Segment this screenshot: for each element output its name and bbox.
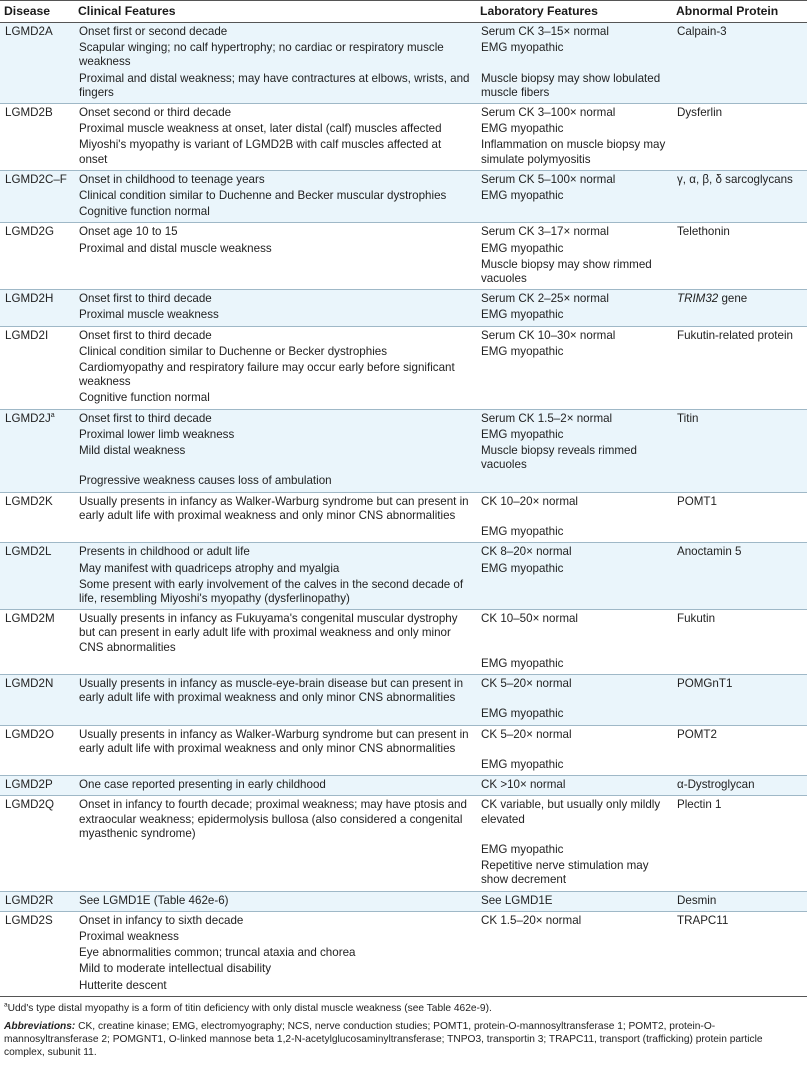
table-footnotes	[0, 996, 807, 1059]
protein-name: TRAPC11	[677, 913, 729, 927]
cell-laboratory-feature: See LGMD1E	[476, 891, 672, 911]
cell-laboratory-feature: Serum CK 10–30× normal	[476, 326, 672, 343]
cell-disease	[0, 23, 74, 104]
disease-group-lgmd2p	[0, 776, 807, 796]
protein-name: Fukutin-related protein	[677, 328, 793, 342]
footnote-a	[4, 1003, 803, 1016]
cell-laboratory-feature: Muscle biopsy reveals rimmed vacuoles	[476, 442, 672, 472]
table-row	[0, 776, 807, 796]
disease-group-lgmd2q	[0, 796, 807, 891]
disease-group-lgmd2i	[0, 326, 807, 409]
cell-laboratory-feature: CK 10–50× normal	[476, 610, 672, 655]
disease-group-lgmd2g	[0, 223, 807, 290]
cell-abnormal-protein	[672, 223, 807, 290]
cell-laboratory-feature: EMG myopathic	[476, 343, 672, 359]
protein-name: Desmin	[677, 893, 717, 907]
disease-name: LGMD2P	[5, 778, 53, 792]
cell-clinical-feature: Onset age 10 to 15	[74, 223, 476, 240]
disease-name: LGMD2A	[5, 25, 53, 38]
cell-abnormal-protein	[672, 911, 807, 996]
cell-disease	[0, 170, 74, 223]
disease-name: LGMD2K	[5, 494, 53, 508]
cell-disease	[0, 543, 74, 610]
cell-laboratory-feature	[476, 928, 672, 944]
cell-laboratory-feature: CK 8–20× normal	[476, 543, 672, 560]
cell-laboratory-feature: EMG myopathic	[476, 705, 672, 725]
disease-name: LGMD2B	[5, 106, 53, 120]
cell-laboratory-feature: EMG myopathic	[476, 187, 672, 203]
table-row	[0, 543, 807, 560]
protein-name: Titin	[677, 411, 699, 425]
cell-clinical-feature: Usually presents in infancy as Fukuyama's congenital muscular dystrophy but can present in early adult life with proximal weakness and only minor CNS abnormalities	[74, 610, 476, 655]
cell-laboratory-feature: EMG myopathic	[476, 240, 672, 256]
cell-laboratory-feature: Serum CK 3–100× normal	[476, 104, 672, 121]
cell-disease	[0, 796, 74, 891]
protein-name: Fukutin	[677, 612, 716, 626]
disease-name: LGMD2H	[5, 292, 54, 306]
cell-clinical-feature: Presents in childhood or adult life	[74, 543, 476, 560]
disease-name: LGMD2J	[5, 411, 51, 425]
cell-laboratory-feature: EMG myopathic	[476, 120, 672, 136]
cell-abnormal-protein	[672, 104, 807, 171]
header-clinical-features: Clinical Features	[74, 1, 476, 23]
cell-laboratory-feature: CK 10–20× normal	[476, 492, 672, 523]
cell-laboratory-feature	[476, 472, 672, 492]
cell-laboratory-feature	[476, 960, 672, 976]
cell-clinical-feature	[74, 857, 476, 891]
cell-clinical-feature	[74, 256, 476, 290]
protein-name: Anoctamin 5	[677, 545, 742, 559]
protein-name: POMT1	[677, 494, 717, 508]
cell-clinical-feature: Onset first or second decade	[74, 23, 476, 40]
cell-disease	[0, 492, 74, 543]
cell-clinical-feature: Clinical condition similar to Duchenne and Becker muscular dystrophies	[74, 187, 476, 203]
disease-group-lgmd2b	[0, 104, 807, 171]
cell-disease	[0, 409, 74, 492]
cell-laboratory-feature: Repetitive nerve stimulation may show decrement	[476, 857, 672, 891]
disease-group-lgmd2r	[0, 891, 807, 911]
cell-clinical-feature	[74, 705, 476, 725]
cell-laboratory-feature: Serum CK 3–17× normal	[476, 223, 672, 240]
cell-abnormal-protein	[672, 170, 807, 223]
table-row	[0, 911, 807, 928]
abbreviations-note	[4, 1021, 803, 1059]
cell-disease	[0, 725, 74, 776]
cell-abnormal-protein	[672, 610, 807, 675]
cell-laboratory-feature: Serum CK 3–15× normal	[476, 23, 672, 40]
cell-laboratory-feature: EMG myopathic	[476, 39, 672, 69]
cell-laboratory-feature	[476, 977, 672, 996]
cell-clinical-feature: Scapular winging; no calf hypertrophy; no cardiac or respiratory muscle weakness	[74, 39, 476, 69]
disease-group-lgmd2c–f	[0, 170, 807, 223]
protein-name: α-Dystroglycan	[677, 778, 755, 792]
cell-disease	[0, 104, 74, 171]
cell-clinical-feature: Onset first to third decade	[74, 326, 476, 343]
cell-clinical-feature	[74, 523, 476, 543]
cell-laboratory-feature	[476, 359, 672, 389]
cell-disease	[0, 891, 74, 911]
disease-name: LGMD2G	[5, 225, 54, 239]
cell-abnormal-protein	[672, 492, 807, 543]
cell-laboratory-feature: CK variable, but usually only mildly elevated	[476, 796, 672, 841]
cell-clinical-feature: Cognitive function normal	[74, 389, 476, 409]
disease-name: LGMD2O	[5, 727, 54, 741]
header-abnormal-protein: Abnormal Protein	[672, 1, 807, 23]
cell-disease	[0, 610, 74, 675]
cell-disease	[0, 290, 74, 326]
cell-abnormal-protein	[672, 776, 807, 796]
cell-clinical-feature: May manifest with quadriceps atrophy and myalgia	[74, 560, 476, 576]
table-row	[0, 290, 807, 307]
cell-laboratory-feature: Serum CK 5–100× normal	[476, 170, 672, 187]
cell-abnormal-protein	[672, 891, 807, 911]
cell-clinical-feature: Mild to moderate intellectual disability	[74, 960, 476, 976]
disease-name: LGMD2S	[5, 913, 53, 927]
cell-laboratory-feature	[476, 203, 672, 223]
table-row	[0, 725, 807, 756]
table-row	[0, 409, 807, 426]
cell-laboratory-feature: Inflammation on muscle biopsy may simulate polymyositis	[476, 136, 672, 170]
disease-group-lgmd2a	[0, 23, 807, 104]
cell-disease	[0, 326, 74, 409]
table-row	[0, 170, 807, 187]
cell-abnormal-protein	[672, 725, 807, 776]
cell-clinical-feature: Miyoshi's myopathy is variant of LGMD2B with calf muscles affected at onset	[74, 136, 476, 170]
cell-laboratory-feature: EMG myopathic	[476, 426, 672, 442]
cell-laboratory-feature	[476, 389, 672, 409]
abbreviations-label: Abbreviations:	[4, 1021, 76, 1033]
cell-disease	[0, 223, 74, 290]
cell-clinical-feature: Usually presents in infancy as Walker-Warburg syndrome but can present in early adult life with proximal weakness and only minor CNS abnormalities	[74, 492, 476, 523]
table-row	[0, 796, 807, 841]
protein-name: Dysferlin	[677, 106, 723, 120]
abbreviations-text: CK, creatine kinase; EMG, electromyography; NCS, nerve conduction studies; POMT1, protein-O-mannosyltransferase 1; POMT2, protein-O-mannosyltransferase 2; POMGNT1, O-linked mannose beta 1,2-N-acetylglucosaminyltransferase; TNPO3, transportin 3; TRAPC11, transport (trafficking) protein particle complex, subunit 11.	[4, 1021, 763, 1058]
cell-abnormal-protein	[672, 23, 807, 104]
cell-laboratory-feature: EMG myopathic	[476, 306, 672, 326]
cell-clinical-feature: See LGMD1E (Table 462e-6)	[74, 891, 476, 911]
cell-clinical-feature	[74, 841, 476, 857]
cell-laboratory-feature: CK 1.5–20× normal	[476, 911, 672, 928]
cell-abnormal-protein	[672, 796, 807, 891]
header-laboratory-features: Laboratory Features	[476, 1, 672, 23]
disease-group-lgmd2l	[0, 543, 807, 610]
protein-name: POMGnT1	[677, 676, 733, 690]
protein-name: γ, α, β, δ sarcoglycans	[677, 172, 793, 186]
cell-clinical-feature: Onset in infancy to fourth decade; proximal weakness; may have ptosis and extraocular weakness; epidermolysis bullosa (also considered a congenital myasthenic syndrome)	[74, 796, 476, 841]
cell-laboratory-feature: CK 5–20× normal	[476, 725, 672, 756]
cell-laboratory-feature: Muscle biopsy may show lobulated muscle fibers	[476, 70, 672, 104]
disease-group-lgmd2s	[0, 911, 807, 996]
protein-name: POMT2	[677, 727, 717, 741]
cell-abnormal-protein	[672, 290, 807, 326]
cell-clinical-feature: Onset second or third decade	[74, 104, 476, 121]
table-row	[0, 23, 807, 40]
footnote-text: Udd's type distal myopathy is a form of titin deficiency with only distal muscle weakness (see Table 462e-9).	[7, 1002, 492, 1014]
table-row	[0, 492, 807, 523]
disease-group-lgmd2m	[0, 610, 807, 675]
disease-name: LGMD2M	[5, 612, 55, 626]
protein-name: Calpain-3	[677, 25, 727, 38]
cell-clinical-feature: Progressive weakness causes loss of ambulation	[74, 472, 476, 492]
disease-group-lgmd2n	[0, 674, 807, 725]
cell-clinical-feature: Hutterite descent	[74, 977, 476, 996]
disease-name: LGMD2L	[5, 545, 52, 559]
cell-clinical-feature: Cognitive function normal	[74, 203, 476, 223]
cell-clinical-feature: Eye abnormalities common; truncal ataxia and chorea	[74, 944, 476, 960]
cell-clinical-feature: Proximal muscle weakness at onset, later distal (calf) muscles affected	[74, 120, 476, 136]
table-row	[0, 891, 807, 911]
cell-disease	[0, 911, 74, 996]
protein-name: Telethonin	[677, 225, 730, 239]
disease-group-lgmd2j	[0, 409, 807, 492]
table-row	[0, 223, 807, 240]
cell-laboratory-feature: CK >10× normal	[476, 776, 672, 796]
table-row	[0, 610, 807, 655]
cell-clinical-feature: Usually presents in infancy as muscle-eye-brain disease but can present in early adult life with proximal weakness and only minor CNS abnormalities	[74, 674, 476, 705]
cell-laboratory-feature: EMG myopathic	[476, 523, 672, 543]
cell-clinical-feature: Proximal and distal weakness; may have contractures at elbows, wrists, and fingers	[74, 70, 476, 104]
cell-laboratory-feature: Serum CK 1.5–2× normal	[476, 409, 672, 426]
header-disease: Disease	[0, 1, 74, 23]
cell-clinical-feature: Cardiomyopathy and respiratory failure may occur early before significant weakness	[74, 359, 476, 389]
cell-abnormal-protein	[672, 674, 807, 725]
cell-laboratory-feature: Serum CK 2–25× normal	[476, 290, 672, 307]
cell-clinical-feature: One case reported presenting in early childhood	[74, 776, 476, 796]
cell-abnormal-protein	[672, 409, 807, 492]
cell-clinical-feature: Proximal lower limb weakness	[74, 426, 476, 442]
cell-clinical-feature: Clinical condition similar to Duchenne or Becker dystrophies	[74, 343, 476, 359]
cell-clinical-feature: Proximal weakness	[74, 928, 476, 944]
cell-clinical-feature: Proximal muscle weakness	[74, 306, 476, 326]
cell-clinical-feature: Onset in infancy to sixth decade	[74, 911, 476, 928]
disease-group-lgmd2k	[0, 492, 807, 543]
cell-clinical-feature: Onset in childhood to teenage years	[74, 170, 476, 187]
cell-clinical-feature	[74, 756, 476, 776]
disease-name: LGMD2I	[5, 328, 49, 342]
cell-disease	[0, 674, 74, 725]
cell-laboratory-feature: EMG myopathic	[476, 655, 672, 675]
protein-gene-name: TRIM32	[677, 292, 719, 306]
cell-laboratory-feature: CK 5–20× normal	[476, 674, 672, 705]
cell-clinical-feature: Onset first to third decade	[74, 409, 476, 426]
protein-name: Plectin 1	[677, 798, 722, 812]
cell-clinical-feature: Mild distal weakness	[74, 442, 476, 472]
cell-clinical-feature: Proximal and distal muscle weakness	[74, 240, 476, 256]
disease-name: LGMD2N	[5, 676, 54, 690]
table-row	[0, 674, 807, 705]
cell-clinical-feature	[74, 655, 476, 675]
cell-clinical-feature: Some present with early involvement of the calves in the second decade of life, resembling Miyoshi's myopathy (dysferlinopathy)	[74, 576, 476, 610]
cell-laboratory-feature: EMG myopathic	[476, 560, 672, 576]
footnote-marker: a	[4, 1001, 8, 1009]
table-header-row	[0, 1, 807, 23]
cell-disease	[0, 776, 74, 796]
disease-name: LGMD2C–F	[5, 172, 67, 186]
cell-laboratory-feature: EMG myopathic	[476, 841, 672, 857]
cell-clinical-feature: Usually presents in infancy as Walker-Warburg syndrome but can present in early adult life with proximal weakness and only minor CNS abnormalities	[74, 725, 476, 756]
cell-laboratory-feature	[476, 944, 672, 960]
cell-abnormal-protein	[672, 543, 807, 610]
disease-group-lgmd2o	[0, 725, 807, 776]
disease-group-lgmd2h	[0, 290, 807, 326]
cell-laboratory-feature	[476, 576, 672, 610]
cell-laboratory-feature: Muscle biopsy may show rimmed vacuoles	[476, 256, 672, 290]
cell-abnormal-protein	[672, 326, 807, 409]
cell-clinical-feature: Onset first to third decade	[74, 290, 476, 307]
protein-name: gene	[718, 292, 748, 306]
table-row	[0, 104, 807, 121]
disease-name: LGMD2Q	[5, 798, 54, 812]
cell-laboratory-feature: EMG myopathic	[476, 756, 672, 776]
disease-name: LGMD2R	[5, 893, 54, 907]
footnote-marker: a	[50, 411, 55, 419]
table-row	[0, 326, 807, 343]
